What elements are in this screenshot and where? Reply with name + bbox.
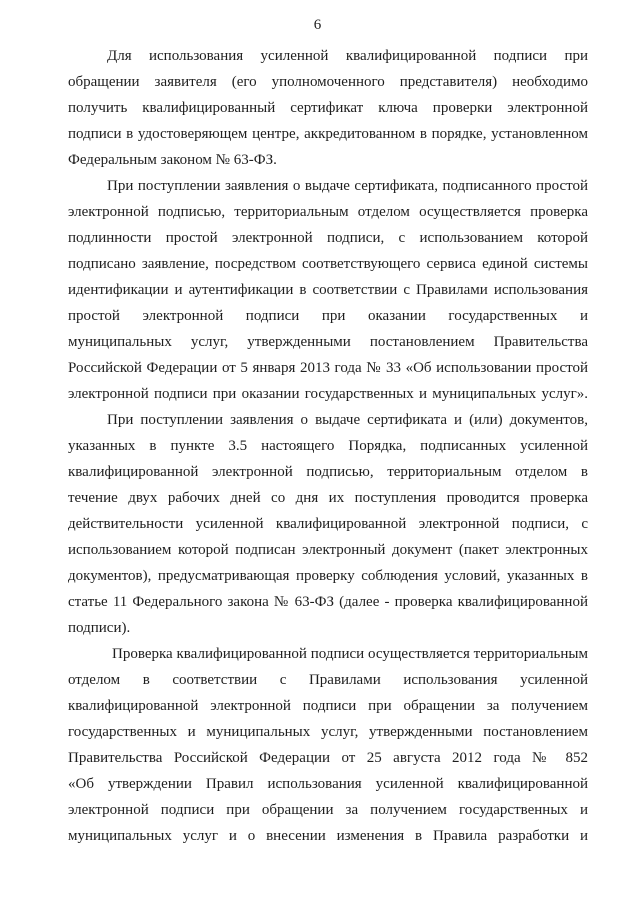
paragraph-2-line-1: При поступлении заявления о выдаче сертификата, подписанного простой (107, 178, 588, 194)
paragraph-2-line-6: простой электронной подписи при оказании государственных и (68, 308, 588, 324)
paragraph-3-line-3: квалифицированной электронной подписью, территориальным отделом в (68, 464, 588, 480)
paragraph-2-line-7: муниципальных услуг, утвержденными постановлением Правительства (68, 334, 588, 350)
paragraph-2-line-2: электронной подписью, территориальным отделом осуществляется проверка (68, 204, 588, 220)
paragraph-3-line-7: документов), предусматривающая проверку соблюдения условий, указанных в (68, 568, 588, 584)
paragraph-4-line-1: Проверка квалифицированной подписи осуществляется территориальным (112, 646, 588, 662)
paragraph-3-line-1: При поступлении заявления о выдаче сертификата и (или) документов, (107, 412, 588, 428)
paragraph-3-line-5: действительности усиленной квалифицированной электронной подписи, с (68, 516, 588, 532)
paragraph-4-line-2: отделом в соответствии с Правилами использования усиленной (68, 672, 588, 688)
paragraph-4-line-3: квалифицированной электронной подписи при обращении за получением (68, 698, 588, 714)
paragraph-4-line-7: электронной подписи при обращении за получением государственных и (68, 802, 588, 818)
paragraph-2-line-5: идентификации и аутентификации в соответствии с Правилами использования (68, 282, 588, 298)
paragraph-2-line-8: Российской Федерации от 5 января 2013 года № 33 «Об использовании простой (68, 360, 588, 376)
paragraph-4-line-6: «Об утверждении Правил использования усиленной квалифицированной (68, 776, 588, 792)
paragraph-1-line-1: Для использования усиленной квалифицированной подписи при (107, 48, 588, 64)
paragraph-3-line-8: статье 11 Федерального закона № 63-ФЗ (далее - проверка квалифицированной (68, 594, 588, 610)
paragraph-4-line-8: муниципальных услуг и о внесении изменения в Правила разработки и (68, 828, 588, 844)
paragraph-2-line-4: подписано заявление, посредством соответствующего сервиса единой системы (68, 256, 588, 272)
paragraph-4-line-5: Правительства Российской Федерации от 25 августа 2012 года № 852 (68, 750, 588, 766)
paragraph-3-line-9: подписи). (68, 620, 131, 636)
paragraph-3-line-2: указанных в пункте 3.5 настоящего Порядка, подписанных усиленной (68, 438, 588, 454)
paragraph-2-line-3: подлинности простой электронной подписи, с использованием которой (68, 230, 588, 246)
paragraph-3-line-4: течение двух рабочих дней со дня их поступления проводится проверка (68, 490, 588, 506)
paragraph-1-line-5: Федеральным законом № 63-ФЗ. (68, 152, 277, 168)
paragraph-1-line-4: подписи в удостоверяющем центре, аккредитованном в порядке, установленном (68, 126, 588, 142)
paragraph-3-line-6: использованием которой подписан электронный документ (пакет электронных (68, 542, 588, 558)
paragraph-4-line-4: государственных и муниципальных услуг, утвержденными постановлением (68, 724, 588, 740)
paragraph-2-line-9: электронной подписи при оказании государственных и муниципальных услуг». (68, 386, 588, 402)
page-number: 6 (313, 17, 322, 33)
paragraph-1-line-2: обращении заявителя (его уполномоченного представителя) необходимо (68, 74, 588, 90)
paragraph-1-line-3: получить квалифицированный сертификат ключа проверки электронной (68, 100, 588, 116)
